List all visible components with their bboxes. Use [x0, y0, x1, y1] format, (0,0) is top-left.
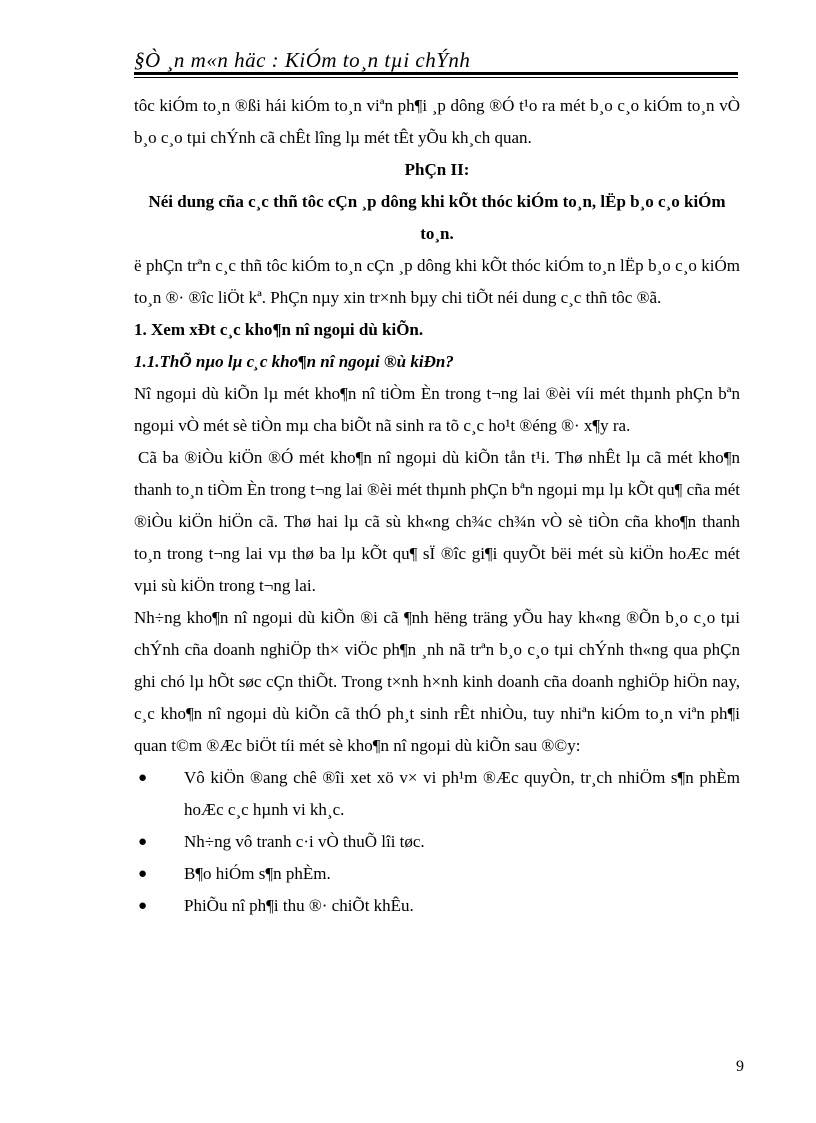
bullet-list: [134, 762, 740, 922]
list-item-text: Nh÷ng vô tranh c·i vÒ thuÕ lîi tøc.: [184, 832, 425, 851]
bullet-icon: ●: [138, 770, 148, 786]
part-title: Néi dung cña c¸c thñ tôc cÇn ¸p dông khi kÕt thóc kiÓm to¸n, lËp b¸o c¸o kiÓm to¸n.: [148, 192, 726, 243]
section-heading-1: 1. Xem xÐt c¸c kho¶n nî ngoµi dù kiÕn.: [134, 320, 424, 339]
list-item: [134, 826, 740, 858]
list-item-text: PhiÕu nî ph¶i thu ®· chiÕt khÊu.: [184, 896, 414, 915]
page-body: [134, 90, 740, 922]
running-header: §Ò ¸n m«n häc : KiÓm to¸n tµi chÝnh: [134, 48, 471, 72]
list-item: [134, 890, 740, 922]
part-heading: PhÇn II:: [404, 160, 470, 179]
paragraph-intro: tôc kiÓm to¸n ®ßi hái kiÓm to¸n viªn ph¶i ¸p dông ®Ó t¹o ra mét b¸o c¸o kiÓm to¸n vÒ b¸o c¸o tµi chÝnh cã chÊt lîng lµ mét tÊt yÕu kh¸ch quan.: [134, 96, 740, 147]
list-item: [134, 858, 740, 890]
paragraph-conditions: Cã ba ®iÒu kiÖn ®Ó mét kho¶n nî ngoµi dù kiÕn tån t¹i. Thø nhÊt lµ cã mét kho¶n thanh to¸n tiÒm Èn trong t¬ng lai ®èi mét thµnh phÇn bªn ngoµi mµ lµ kÕt qu¶ cña mét ®iÒu kiÖn hiÖn cã. Thø hai lµ cã sù kh«ng ch¾c ch¾n vÒ sè tiÒn cña kho¶n thanh to¸n trong t¬ng lai vµ thø ba lµ kÕt qu¶ sÏ ®îc gi¶i quyÕt bëi mét sù kiÖn hoÆc mét vµi sù kiÖn trong t¬ng lai.: [134, 448, 740, 595]
header-rule-thin: [134, 77, 738, 78]
bullet-icon: ●: [138, 866, 148, 882]
list-item: [134, 762, 740, 826]
paragraph-overview: ë phÇn trªn c¸c thñ tôc kiÓm to¸n cÇn ¸p dông khi kÕt thóc kiÓm to¸n lËp b¸o c¸o kiÓm to¸n ®· ®îc liÖt kª. PhÇn nµy xin tr×nh bµy chi tiÕt néi dung c¸c thñ tôc ®ã.: [134, 256, 740, 307]
subsection-heading-1-1: 1.1.ThÕ nµo lµ c¸c kho¶n nî ngoµi ®ù kiÐn?: [134, 352, 454, 371]
paragraph-definition: Nî ngoµi dù kiÕn lµ mét kho¶n nî tiÒm Èn trong t¬ng lai ®èi víi mét thµnh phÇn bªn ngoµi vÒ mét sè tiÒn mµ cha biÕt nã sinh ra tõ c¸c ho¹t ®éng ®· x¶y ra.: [134, 384, 740, 435]
list-item-text: Vô kiÖn ®ang chê ®îi xet xö v× vi ph¹m ®Æc quyÒn, tr¸ch nhiÖm s¶n phÈm hoÆc c¸c hµnh vi kh¸c.: [184, 768, 740, 819]
paragraph-importance: Nh÷ng kho¶n nî ngoµi dù kiÕn ®i cã ¶nh hëng träng yÕu hay kh«ng ®Õn b¸o c¸o tµi chÝnh cña doanh nghiÖp th× viÖc ph¶n ¸nh nã trªn b¸o c¸o tµi chÝnh th«ng qua phÇn ghi chó lµ hÕt søc cÇn thiÕt. Trong t×nh h×nh kinh doanh cña doanh nghiÖp hiÖn nay, c¸c kho¶n nî ngoµi dù kiÕn cã thÓ ph¸t sinh rÊt nhiÒu, tuy nhiªn kiÓm to¸n viªn ph¶i quan t©m ®Æc biÖt tíi mét sè kho¶n nî ngoµi dù kiÕn sau ®©y:: [134, 608, 740, 755]
header-rule-thick: [134, 72, 738, 75]
page-number: 9: [736, 1058, 744, 1075]
bullet-icon: ●: [138, 834, 148, 850]
list-item-text: B¶o hiÓm s¶n phÈm.: [184, 864, 331, 883]
bullet-icon: ●: [138, 898, 148, 914]
